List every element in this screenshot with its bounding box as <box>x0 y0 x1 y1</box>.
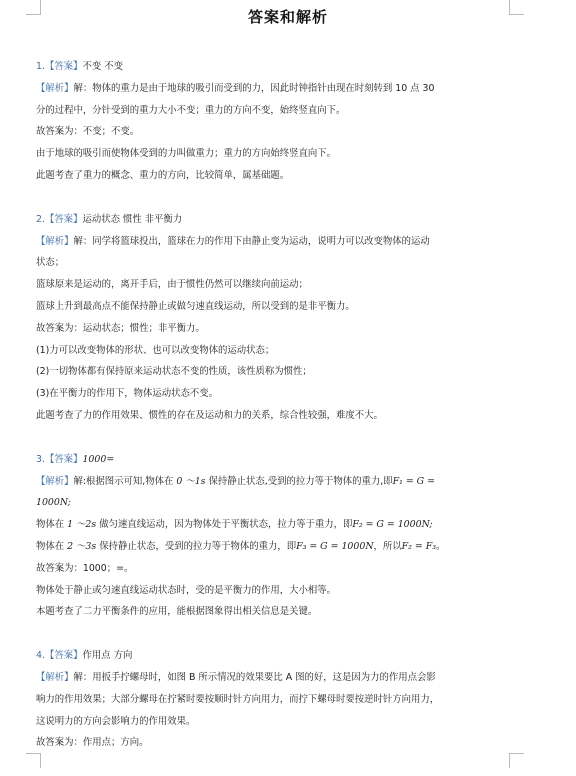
q3-time-range: 1 ～2s <box>67 519 97 531</box>
q4-answer-line <box>36 645 516 667</box>
q2-analysis-tag: 【解析】 <box>36 235 74 247</box>
q4-number: 4. <box>36 650 45 662</box>
q4-analysis-line-3: 这说明力的方向会影响力的作用效果。 <box>36 715 196 727</box>
q3-text: 做匀速直线运动，因为物体处于平衡状态，拉力等于重力，即 <box>96 519 353 531</box>
q3-answer-line <box>36 449 516 471</box>
q4-answer-tag: 【答案】 <box>44 650 83 662</box>
question-2 <box>36 209 516 427</box>
q2-analysis-text: 解：同学将篮球投出，篮球在力的作用下由静止变为运动，说明力可以改变物体的运动 <box>73 235 430 247</box>
q1-answer: 不变 不变 <box>82 61 123 72</box>
q1-analysis-text: 解：物体的重力是由于地球的吸引而受到的力，因此时钟指针由现在时刻转到 10 点 30 <box>73 82 435 94</box>
q2-analysis-line-6: (1)力可以改变物体的形状、也可以改变物体的运动状态； <box>36 344 275 356</box>
q1-analysis-line-1 <box>36 78 516 100</box>
q3-number: 3. <box>36 453 45 465</box>
q2-answer-line <box>36 209 516 231</box>
q2-analysis-line-9: 此题考查了力的作用效果、惯性的存在及运动和力的关系，综合性较强，难度不大。 <box>36 409 383 421</box>
q3-time-range: 0 ～1s <box>176 475 206 487</box>
question-1 <box>36 56 516 187</box>
q3-analysis-line-4 <box>36 536 516 558</box>
q2-analysis-line-2: 状态； <box>36 257 65 269</box>
q3-equation: F₂ = F₃ <box>401 540 437 552</box>
q1-analysis-line-5: 此题考查了重力的概念、重力的方向，比较简单，属基础题。 <box>36 169 290 181</box>
q1-analysis-line-2: 分的过程中，分针受到的重力大小不变；重力的方向不变，始终竖直向下。 <box>36 104 346 116</box>
q1-answer-line <box>36 56 516 78</box>
q3-analysis-line-5: 故答案为：1000；=。 <box>36 562 134 574</box>
q3-analysis-tag: 【解析】 <box>36 475 74 487</box>
q1-answer-tag: 【答案】 <box>44 61 83 72</box>
q2-analysis-line-7: (2)一切物体都有保持原来运动状态不变的性质，该性质称为惯性； <box>36 366 312 378</box>
q2-analysis-line-4: 篮球上升到最高点不能保持静止或做匀速直线运动，所以受到的是非平衡力。 <box>36 300 355 312</box>
q4-answer: 作用点 方向 <box>82 650 133 662</box>
q3-analysis-line-2: 1000N; <box>36 497 71 509</box>
q2-answer-tag: 【答案】 <box>44 213 83 225</box>
question-3 <box>36 449 516 623</box>
q3-analysis-line-1 <box>36 471 516 493</box>
q3-text: 物体在 <box>36 540 68 552</box>
q1-analysis-line-4: 由于地球的吸引而使物体受到的力叫做重力；重力的方向始终竖直向下。 <box>36 148 337 160</box>
q1-number: 1. <box>36 61 45 72</box>
q3-answer: 1000= <box>82 453 115 465</box>
q3-analysis-line-7: 本题考查了二力平衡条件的应用，能根据图象得出相关信息是关键。 <box>36 606 318 618</box>
q4-analysis-tag: 【解析】 <box>36 671 74 683</box>
q3-text: 保持静止状态，受到的拉力等于物体的重力，即 <box>96 540 297 552</box>
q2-number: 2. <box>36 213 45 225</box>
q4-analysis-line-4: 故答案为：作用点；方向。 <box>36 737 149 749</box>
answer-content <box>36 56 516 776</box>
q3-analysis-line-3 <box>36 514 516 536</box>
q3-equation: F₂ = G = 1000N; <box>352 519 433 531</box>
q4-analysis-line-1 <box>36 667 516 689</box>
q3-analysis-line-6: 物体处于静止或匀速直线运动状态时，受的是平衡力的作用，大小相等。 <box>36 584 337 596</box>
q2-analysis-line-8: (3)在平衡力的作用下，物体运动状态不变。 <box>36 388 219 400</box>
q3-text: 。 <box>436 540 446 552</box>
q2-analysis-line-1 <box>36 231 516 253</box>
q1-analysis-line-3: 故答案为：不变；不变。 <box>36 126 140 138</box>
page-title: 答案和解析 <box>247 8 328 26</box>
q3-text: 物体在 <box>36 519 68 531</box>
q2-answer: 运动状态 惯性 非平衡力 <box>82 213 183 225</box>
q3-answer-tag: 【答案】 <box>44 453 83 465</box>
q1-analysis-tag: 【解析】 <box>36 82 74 94</box>
q3-equation: F₁ = G = <box>392 475 435 487</box>
q4-analysis-line-2: 响力的作用效果；大部分螺母在拧紧时要按顺时针方向用力，而拧下螺母时要按逆时针方向用力， <box>36 693 440 705</box>
q2-analysis-line-5: 故答案为：运动状态；惯性；非平衡力。 <box>36 322 205 334</box>
q3-text: 解:根据图示可知,物体在 <box>73 475 177 487</box>
q4-analysis-text: 解：用扳手拧螺母时，如图 B 所示情况的效果要比 A 图的好，这是因为力的作用点会影 <box>73 671 436 683</box>
q3-text: 保持静止状态,受到的拉力等于物体的重力,即 <box>205 475 393 487</box>
q3-text: ，所以 <box>373 540 402 552</box>
q2-analysis-line-3: 篮球原来是运动的，离开手后，由于惯性仍然可以继续向前运动； <box>36 279 308 291</box>
q3-time-range: 2 ～3s <box>67 540 97 552</box>
q3-equation: F₃ = G = 1000N <box>296 540 374 552</box>
question-4 <box>36 645 516 754</box>
